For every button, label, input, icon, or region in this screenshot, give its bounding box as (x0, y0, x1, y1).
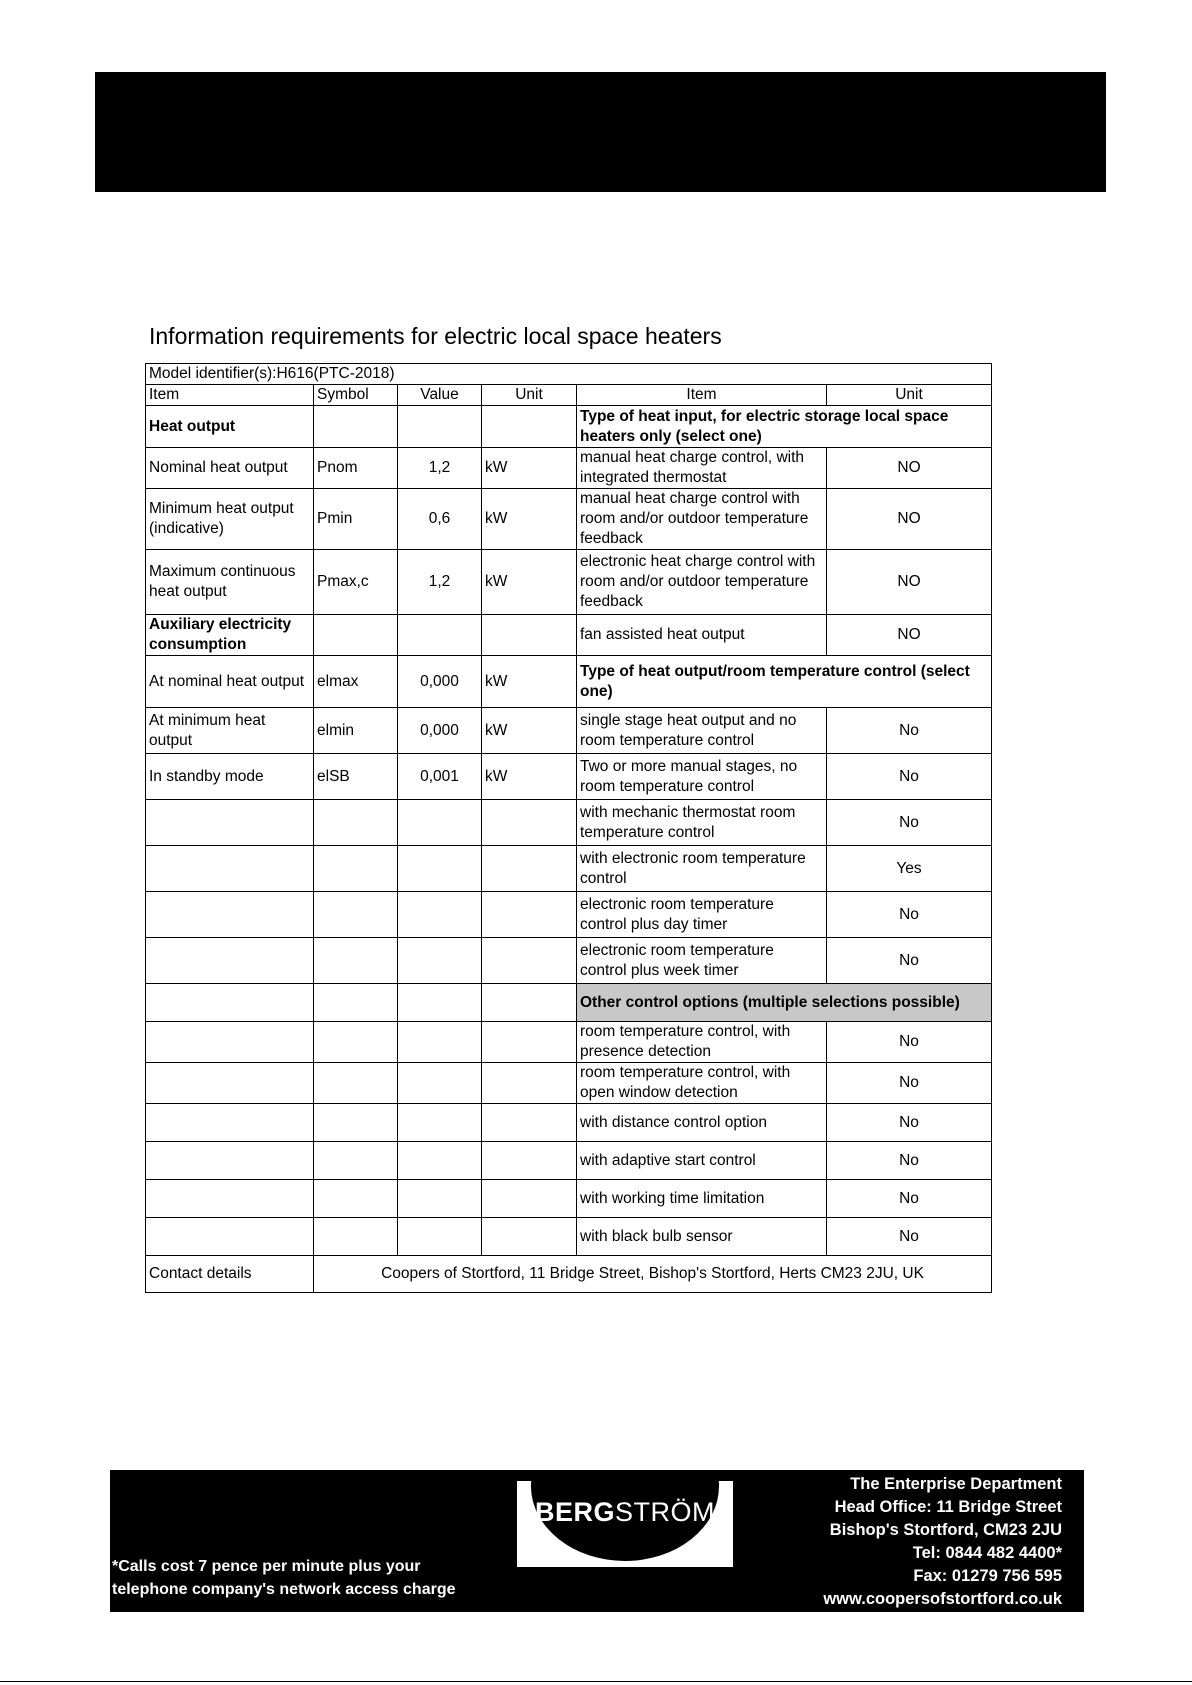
row-item (146, 1142, 314, 1180)
table-row (146, 406, 992, 448)
row-value (398, 406, 482, 448)
row-item-right: manual heat charge control with room and/or outdoor temperature feedback (577, 489, 827, 550)
row-item (146, 846, 314, 892)
row-value (398, 1063, 482, 1104)
row-selection: NO (827, 615, 992, 656)
table-row (146, 448, 992, 489)
document-title: Information requirements for electric local space heaters (149, 323, 722, 349)
logo-text-light: STRÖM (615, 1497, 715, 1527)
row-item: Minimum heat output (indicative) (146, 489, 314, 550)
row-item-right: with black bulb sensor (577, 1218, 827, 1256)
row-symbol (314, 1022, 398, 1063)
row-symbol (314, 1104, 398, 1142)
row-item-right: electronic heat charge control with room and/or outdoor temperature feedback (577, 550, 827, 615)
footer-banner (110, 1470, 1084, 1612)
row-unit (482, 846, 577, 892)
row-item: At nominal heat output (146, 656, 314, 708)
row-selection: Yes (827, 846, 992, 892)
address-line-fax: Fax: 01279 756 595 (913, 1567, 1062, 1585)
row-symbol: elmin (314, 708, 398, 754)
row-symbol (314, 1142, 398, 1180)
company-address (823, 1473, 1062, 1611)
table-row (146, 984, 992, 1022)
row-value (398, 1142, 482, 1180)
row-item-right: with electronic room temperature control (577, 846, 827, 892)
row-symbol (314, 1063, 398, 1104)
row-symbol (314, 938, 398, 984)
row-item: At minimum heat output (146, 708, 314, 754)
row-symbol (314, 892, 398, 938)
row-unit (482, 938, 577, 984)
row-value (398, 1022, 482, 1063)
row-unit (482, 1142, 577, 1180)
address-line-town: Bishop's Stortford, CM23 2JU (829, 1521, 1062, 1539)
row-item-right: manual heat charge control, with integrated thermostat (577, 448, 827, 489)
address-line-website[interactable]: www.coopersofstortford.co.uk (823, 1590, 1062, 1608)
contact-row (146, 1256, 992, 1293)
heater-spec-table (145, 363, 992, 1293)
row-value: 1,2 (398, 550, 482, 615)
row-symbol (314, 846, 398, 892)
table-row (146, 846, 992, 892)
table-row (146, 892, 992, 938)
row-value (398, 1104, 482, 1142)
row-symbol (314, 984, 398, 1022)
row-unit: kW (482, 489, 577, 550)
row-unit (482, 406, 577, 448)
table-row (146, 550, 992, 615)
row-selection: No (827, 1218, 992, 1256)
row-item-right: electronic room temperature control plus week timer (577, 938, 827, 984)
row-item-right: room temperature control, with presence detection (577, 1022, 827, 1063)
table-row (146, 938, 992, 984)
row-item (146, 938, 314, 984)
row-symbol (314, 615, 398, 656)
row-unit (482, 800, 577, 846)
row-selection: No (827, 1022, 992, 1063)
table-row (146, 1104, 992, 1142)
table-row (146, 1180, 992, 1218)
row-item (146, 800, 314, 846)
header-value: Value (398, 385, 482, 406)
row-item (146, 1218, 314, 1256)
row-item: Heat output (146, 406, 314, 448)
row-item (146, 984, 314, 1022)
row-symbol: elmax (314, 656, 398, 708)
row-item (146, 1180, 314, 1218)
row-unit (482, 1180, 577, 1218)
row-item: Nominal heat output (146, 448, 314, 489)
address-line-department: The Enterprise Department (850, 1475, 1062, 1493)
section-heading: Type of heat output/room temperature control (select one) (577, 656, 992, 708)
row-value: 0,6 (398, 489, 482, 550)
table-row (146, 615, 992, 656)
row-value (398, 938, 482, 984)
header-row (146, 385, 992, 406)
row-unit: kW (482, 448, 577, 489)
row-unit (482, 1063, 577, 1104)
row-selection: No (827, 1063, 992, 1104)
row-selection: No (827, 754, 992, 800)
row-value: 1,2 (398, 448, 482, 489)
row-unit (482, 1218, 577, 1256)
row-item-right: electronic room temperature control plus day timer (577, 892, 827, 938)
row-value (398, 892, 482, 938)
logo-text-strong: BERG (534, 1497, 615, 1527)
row-unit (482, 615, 577, 656)
row-value (398, 800, 482, 846)
section-heading: Other control options (multiple selections possible) (577, 984, 992, 1022)
row-unit: kW (482, 708, 577, 754)
model-row (146, 364, 992, 385)
row-item-right: room temperature control, with open window detection (577, 1063, 827, 1104)
header-unit-right: Unit (827, 385, 992, 406)
row-selection: NO (827, 489, 992, 550)
row-value (398, 846, 482, 892)
address-line-tel: Tel: 0844 482 4400* (912, 1544, 1062, 1562)
row-value (398, 615, 482, 656)
row-item-right: single stage heat output and no room temperature control (577, 708, 827, 754)
row-unit: kW (482, 754, 577, 800)
row-item: In standby mode (146, 754, 314, 800)
row-item-right: with distance control option (577, 1104, 827, 1142)
row-item (146, 1022, 314, 1063)
row-item-right: with mechanic thermostat room temperature control (577, 800, 827, 846)
row-selection: NO (827, 550, 992, 615)
row-symbol: Pnom (314, 448, 398, 489)
row-item-right: with adaptive start control (577, 1142, 827, 1180)
row-unit: kW (482, 656, 577, 708)
model-identifier: Model identifier(s):H616(PTC-2018) (146, 364, 992, 385)
row-item (146, 1063, 314, 1104)
header-item-right: Item (577, 385, 827, 406)
row-item: Maximum continuous heat output (146, 550, 314, 615)
row-selection: No (827, 800, 992, 846)
table-row (146, 1142, 992, 1180)
section-heading: Type of heat input, for electric storage local space heaters only (select one) (577, 406, 992, 448)
row-symbol: Pmin (314, 489, 398, 550)
row-symbol (314, 1180, 398, 1218)
address-line-head-office: Head Office: 11 Bridge Street (834, 1498, 1062, 1516)
row-symbol (314, 1218, 398, 1256)
bottom-rule (0, 1681, 1192, 1682)
row-value: 0,001 (398, 754, 482, 800)
row-selection: No (827, 1104, 992, 1142)
table-row (146, 800, 992, 846)
table-row (146, 754, 992, 800)
top-banner (95, 72, 1106, 192)
header-unit: Unit (482, 385, 577, 406)
call-cost-note: *Calls cost 7 pence per minute plus your telephone company's network access charge (112, 1558, 456, 1598)
row-unit (482, 984, 577, 1022)
row-selection: No (827, 708, 992, 754)
row-value: 0,000 (398, 708, 482, 754)
row-value (398, 1218, 482, 1256)
header-item: Item (146, 385, 314, 406)
contact-label: Contact details (146, 1256, 314, 1293)
logo-wordmark (517, 1497, 733, 1528)
row-symbol: elSB (314, 754, 398, 800)
row-symbol (314, 406, 398, 448)
row-selection: NO (827, 448, 992, 489)
row-item: Auxiliary electricity consumption (146, 615, 314, 656)
table-row (146, 708, 992, 754)
row-selection: No (827, 938, 992, 984)
row-selection: No (827, 892, 992, 938)
row-symbol: Pmax,c (314, 550, 398, 615)
row-item (146, 892, 314, 938)
row-value (398, 984, 482, 1022)
spec-table-body (146, 406, 992, 1256)
header-symbol: Symbol (314, 385, 398, 406)
row-selection: No (827, 1142, 992, 1180)
row-unit (482, 892, 577, 938)
table-row (146, 1218, 992, 1256)
table-row (146, 1022, 992, 1063)
bergstrom-logo (517, 1481, 733, 1567)
row-value (398, 1180, 482, 1218)
table-row (146, 1063, 992, 1104)
row-symbol (314, 800, 398, 846)
row-unit: kW (482, 550, 577, 615)
row-item-right: with working time limitation (577, 1180, 827, 1218)
row-value: 0,000 (398, 656, 482, 708)
row-unit (482, 1104, 577, 1142)
row-unit (482, 1022, 577, 1063)
row-item (146, 1104, 314, 1142)
row-selection: No (827, 1180, 992, 1218)
contact-details: Coopers of Stortford, 11 Bridge Street, Bishop's Stortford, Herts CM23 2JU, UK (314, 1256, 992, 1293)
row-item-right: Two or more manual stages, no room temperature control (577, 754, 827, 800)
row-item-right: fan assisted heat output (577, 615, 827, 656)
table-row (146, 656, 992, 708)
table-row (146, 489, 992, 550)
